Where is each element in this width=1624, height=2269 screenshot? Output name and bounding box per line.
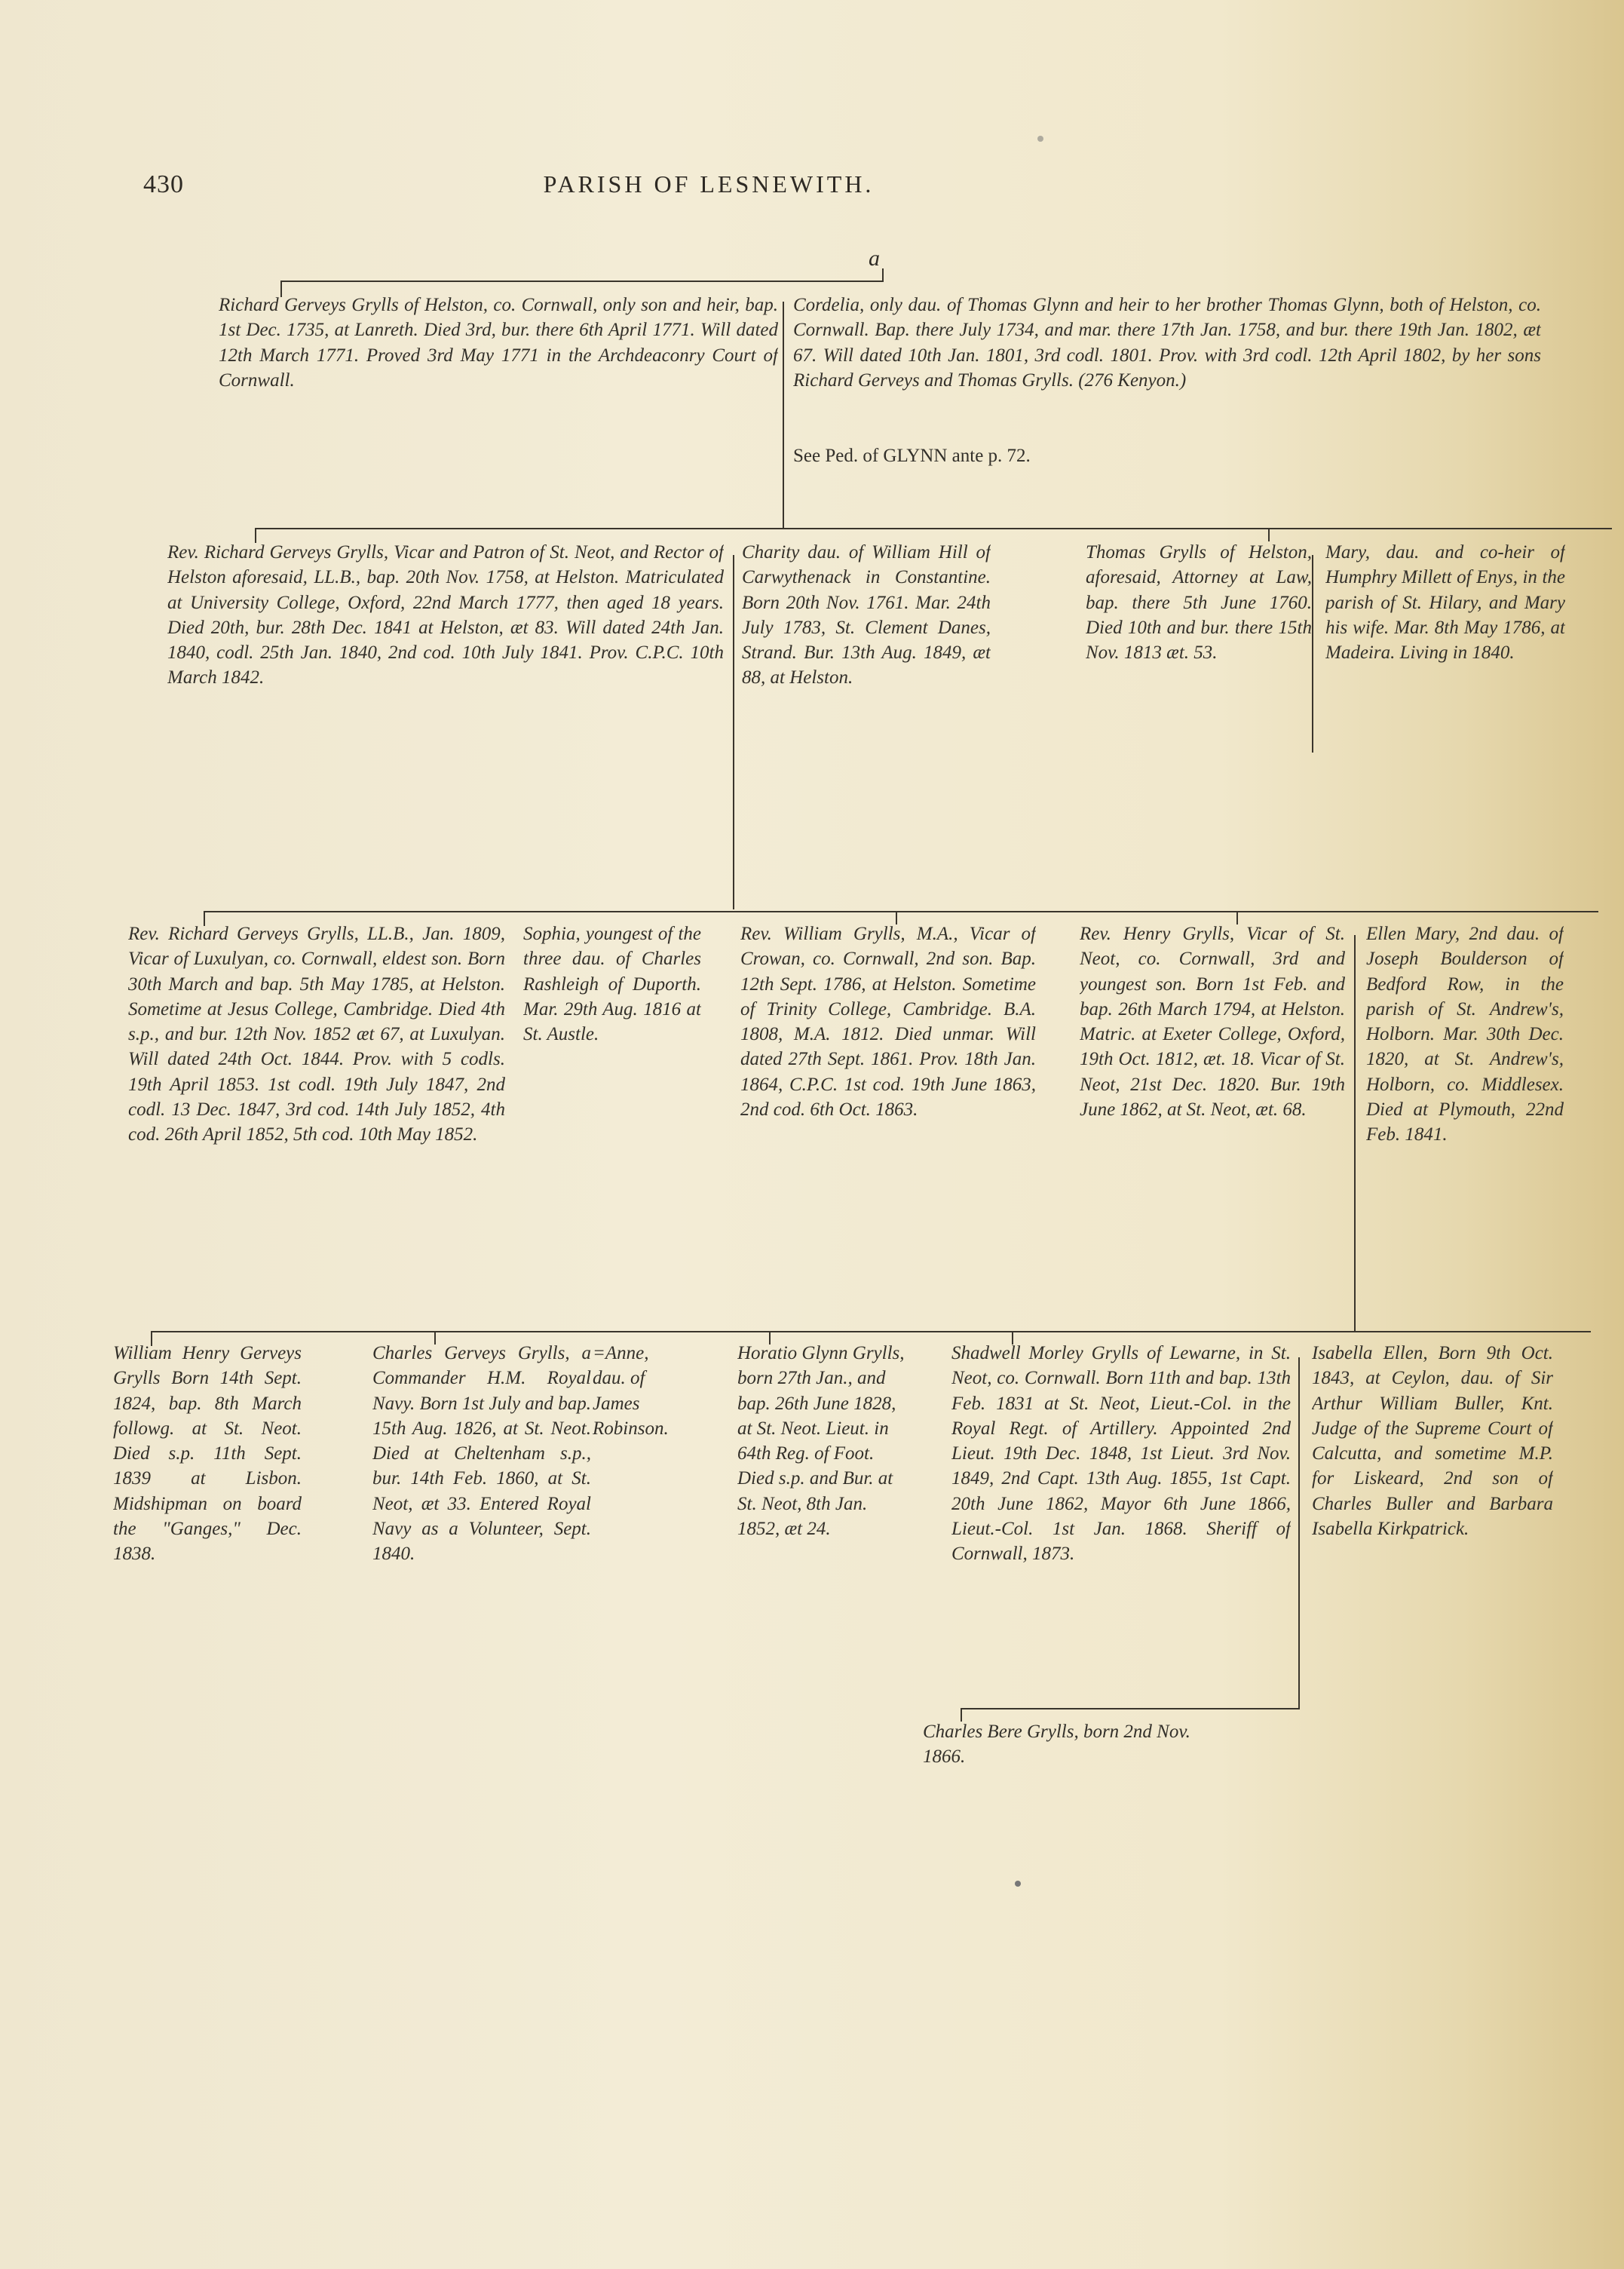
person-shadwell-morley-grylls: Shadwell Morley Grylls of Lewarne, in St. Neot, co. Cornwall. Born 11th and bap. 13th Feb. 1831 at St. Neot, Lieut.-Col. in the Royal Regt. of Artillery. Appointed 2nd Lieut. 19th Dec. 1848, 1st Lieut. 3rd Nov. 1849, 2nd Capt. 13th Aug. 1855, 1st Capt. 20th June 1862, Mayor 6th June 1866, Lieut.-Col. 1st Jan. 1868. Sheriff of Cornwall, 1873. [951,1343,1291,1565]
person-sophia-rashleigh: Sophia, youngest of the three dau. of Charles Rashleigh of Duporth. Mar. 29th Aug. 1816 at St. Austle. [523,924,701,1045]
page-number: 430 [143,170,184,198]
person-horatio-glynn-grylls: Horatio Glynn Grylls, born 27th Jan., and bap. 26th June 1828, at St. Neot. Lieut. in 64th Reg. of Foot. Died s.p. and Bur. at St. Neot, 8th Jan. 1852, æt 24. [737,1343,905,1540]
descent-line [204,911,1598,912]
descent-line [882,268,884,282]
descent-line [255,528,1612,529]
person-anne-robinson: =Anne, dau. of James Robinson. [593,1343,669,1439]
person-richard-gerveys-grylls-sr: Richard Gerveys Grylls of Helston, co. Cornwall, only son and heir, bap. 1st Dec. 1735, at Lanreth. Died 3rd, bur. there 6th April 1771. Will dated 12th March 1771. Proved 3rd May 1771 in the Archdeaconry Court of Cornwall. [219,295,778,391]
person-rev-henry-grylls: Rev. Henry Grylls, Vicar of St. Neot, co. Cornwall, 3rd and youngest son. Born 1st Feb. and bap. 26th March 1794, at Helston. Matric. at Exeter College, Oxford, 19th Oct. 1812, æt. 18. Vicar of St. Neot, 21st Dec. 1820. Bur. 19th June 1862, at St. Neot, æt. 68. [1080,924,1345,1121]
person-mary-millett: Mary, dau. and co-heir of Humphry Millett of Enys, in the parish of St. Hilary, and Mary his wife. Mar. 8th May 1786, at Madeira. Living in 1840. [1325,542,1565,664]
paper-speck [1037,136,1043,142]
descent-line [1312,555,1313,753]
descent-line [280,281,884,282]
person-isabella-ellen-buller: Isabella Ellen, Born 9th Oct. 1843, at Ceylon, dau. of Sir Arthur William Buller, Knt. Judge of the Supreme Court of Calcutta, and sometime M.P. for Liskeard, 2nd son of Charles Buller and Barbara Isabella Kirkpatrick. [1312,1343,1553,1540]
person-thomas-grylls: Thomas Grylls of Helston, aforesaid, Attorney at Law, bap. there 5th June 1760. Died 10th and bur. there 15th Nov. 1813 æt. 53. [1086,542,1312,664]
glynn-pedigree-reference: See Ped. of GLYNN ante p. 72. [793,446,1031,466]
person-rev-richard-gerveys-grylls: Rev. Richard Gerveys Grylls, Vicar and Patron of St. Neot, and Rector of Helston aforesaid, LL.B., bap. 20th Nov. 1758, at Helston. Matriculated at University College, Oxford, 22nd March 1777, then aged 18 years. Died 20th, bur. 28th Dec. 1841 at Helston, æt 83. Will dated 24th Jan. 1840, codl. 25th Jan. 1840, 2nd cod. 10th July 1841. Prov. C.P.C. 10th March 1842. [167,542,724,688]
person-william-henry-gerveys-grylls: William Henry Gerveys Grylls Born 14th Sept. 1824, bap. 8th March followg. at St. Neot. Died s.p. 11th Sept. 1839 at Lisbon. Midshipman on board the "Ganges," Dec. 1838. [113,1343,302,1565]
continuation-mark: a [869,246,880,271]
person-charity-hill: Charity dau. of William Hill of Carwythenack in Constantine. Born 20th Nov. 1761. Mar. 24th July 1783, St. Clement Danes, Strand. Bur. 13th Aug. 1849, æt 88, at Helston. [742,542,991,688]
page-title: PARISH OF LESNEWITH. [543,170,875,198]
descent-line [733,555,734,909]
descent-line [151,1331,1591,1332]
descent-line [1298,1357,1300,1708]
descent-line [1354,935,1356,1331]
person-cordelia-glynn: Cordelia, only dau. of Thomas Glynn and heir to her brother Thomas Glynn, both of Helston, co. Cornwall. Bap. there July 1734, and mar. there 17th Jan. 1758, and bur. there 19th Jan. 1802, æt 67. Will dated 10th Jan. 1801, 3rd codl. 1801. Prov. with 3rd codl. 12th April 1802, by her sons Richard Gerveys and Thomas Grylls. (276 Kenyon.) [793,295,1541,391]
person-charles-bere-grylls: Charles Bere Grylls, born 2nd Nov. 1866. [923,1722,1190,1768]
paper-speck [1015,1881,1021,1887]
person-rev-richard-gerveys-grylls-llb: Rev. Richard Gerveys Grylls, LL.B., Jan. 1809, Vicar of Luxulyan, co. Cornwall, eldest son. Born 30th March and bap. 5th May 1785, at Helston. Sometime at Jesus College, Cambridge. Died 4th s.p., and bur. 12th Nov. 1852 æt 67, at Luxulyan. Will dated 24th Oct. 1844. Prov. with 5 codls. 19th April 1853. 1st codl. 19th July 1847, 2nd codl. 13 Dec. 1847, 3rd cod. 14th July 1852, 4th cod. 26th April 1852, 5th cod. 10th May 1852. [128,924,505,1145]
descent-line [961,1708,1300,1709]
person-charles-gerveys-grylls: Charles Gerveys Grylls, a Commander H.M. Royal Navy. Born 1st July and bap. 15th Aug. 1826, at St. Neot. Died at Cheltenham s.p., bur. 14th Feb. 1860, at St. Neot, æt 33. Entered Royal Navy as a Volunteer, Sept. 1840. [372,1343,591,1565]
descent-line [783,302,784,528]
person-ellen-mary-boulderson: Ellen Mary, 2nd dau. of Joseph Boulderson of Bedford Row, in the parish of St. Andrew's, Holborn. Mar. 30th Dec. 1820, at St. Andrew's, Holborn, co. Middlesex. Died at Plymouth, 22nd Feb. 1841. [1366,924,1564,1145]
person-rev-william-grylls: Rev. William Grylls, M.A., Vicar of Crowan, co. Cornwall, 2nd son. Bap. 12th Sept. 1786, at Helston. Sometime of Trinity College, Cambridge. B.A. 1808, M.A. 1812. Died unmar. Will dated 27th Sept. 1861. Prov. 18th Jan. 1864, C.P.C. 1st cod. 19th June 1863, 2nd cod. 6th Oct. 1863. [740,924,1036,1121]
